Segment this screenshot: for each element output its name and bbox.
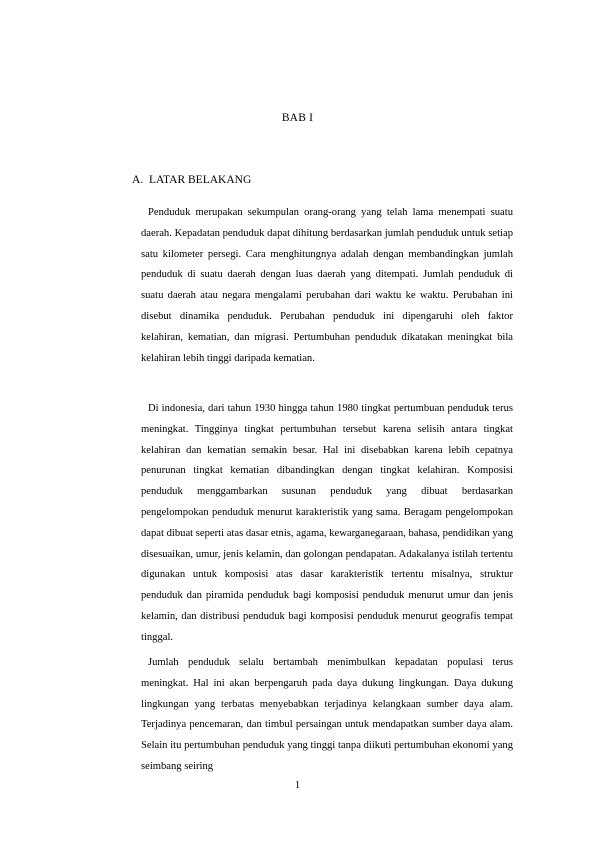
paragraph-3: Jumlah penduduk selalu bertambah menimbulkan kepadatan populasi terus meningkat. Hal ini akan berpengaruh pada daya dukung lingkungan. Daya dukung lingkungan yang terbatas menyebabkan terjadinya kelangkaan sumber daya alam. Terjadinya pencemaran, dan timbul persaingan untuk mendapatkan sumber daya alam. Selain itu pertumbuhan penduduk yang tinggi tanpa diikuti pertumbuhan ekonomi yang seimbang seiring xyxy=(141,657,513,772)
page-number: 1 xyxy=(294,779,301,791)
paragraph-2: Di indonesia, dari tahun 1930 hingga tahun 1980 tingkat pertumbuan penduduk terus meningkat. Tingginya tingkat pertumbuhan tersebut karena selisih antara tingkat kelahiran dan kematian semakin besar. Hal ini disebabkan karena lebih cepatnya penurunan tingkat kematian dibandingkan dengan tingkat kelahiran. Komposisi penduduk menggambarkan susunan penduduk yang dibuat berdasarkan pengelompokan penduduk menurut karakteristik yang sama. Beragam pengelompokan dapat dibuat seperti atas dasar etnis, agama, kewarganegaraan, bahasa, pendidikan yang disesuaikan, umur, jenis kelamin, dan golongan pendapatan. Adakalanya istilah tertentu digunakan untuk komposisi atas dasar karakteristik tertentu misalnya, struktur penduduk dan piramida penduduk bagi komposisi penduduk menurut umur dan jenis kelamin, dan distribusi penduduk bagi komposisi penduduk menurut geografis tempat tinggal. xyxy=(141,403,513,643)
paragraph-1: Penduduk merupakan sekumpulan orang-orang yang telah lama menempati suatu daerah. Kepadatan penduduk dapat dihitung berdasarkan jumlah penduduk untuk setiap satu kilometer persegi. Cara menghitungnya adalah dengan membandingkan jumlah penduduk di suatu daerah dengan luas daerah yang ditempati. Jumlah penduduk di suatu daerah atau negara mengalami perubahan dari waktu ke waktu. Perubahan ini disebut dinamika penduduk. Perubahan penduduk ini dipengaruhi oleh faktor kelahiran, kematian, dan migrasi. Pertumbuhan penduduk dikatakan meningkat bila kelahiran lebih tinggi daripada kematian. xyxy=(141,207,513,364)
section-title: LATAR BELAKANG xyxy=(149,174,252,186)
section-number: A. xyxy=(132,174,144,186)
chapter-title: BAB I xyxy=(281,112,314,124)
section-heading xyxy=(132,174,251,186)
